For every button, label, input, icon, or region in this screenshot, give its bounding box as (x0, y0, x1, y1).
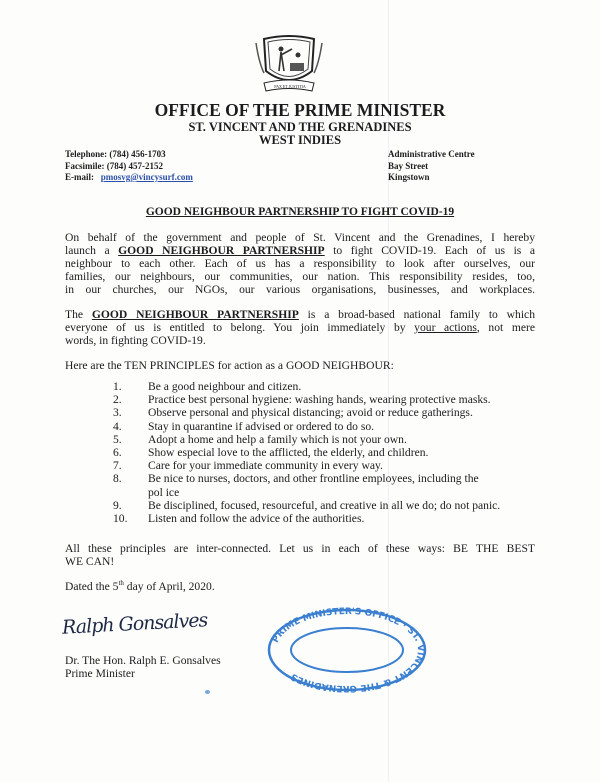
principle-text: Be disciplined, focused, resourceful, and creative in all we do; do not panic. (148, 498, 501, 512)
country-name: ST. VINCENT AND THE GRENADINES (188, 120, 412, 134)
ink-mark (205, 690, 210, 694)
principle-text: Stay in quarantine if advised or ordered to do so. (148, 419, 375, 433)
text-line: words, in fighting COVID-19. (65, 334, 206, 347)
text-line: All these principles are inter-connected. Let us in each of these ways: BE THE BEST (65, 542, 535, 555)
principle-text: Show especial love to the afflicted, the elderly, and children. (148, 446, 429, 459)
date-text: day of April, 2020. (123, 580, 215, 593)
principle-text: Be a good neighbour and citizen. (148, 380, 302, 393)
email-label: E-mail: (65, 172, 94, 182)
text-line: WE CAN! (65, 555, 115, 568)
principle-item-continued (65, 486, 535, 499)
handwritten-signature: Ralph Gonsalves (61, 609, 208, 639)
signatory-name: Dr. The Hon. Ralph E. Gonsalves (65, 654, 221, 667)
signatory-title: Prime Minister (65, 667, 135, 680)
principle-item (65, 433, 535, 446)
telephone: Telephone: (784) 456-1703 (65, 149, 166, 159)
principles-intro: Here are the TEN PRINCIPLES for action as a GOOD NEIGHBOUR: (65, 359, 394, 372)
facsimile: Facsimile: (784) 457-2152 (65, 160, 163, 171)
principle-text: Practice best personal hygiene: washing hands, wearing protective masks. (148, 393, 491, 407)
underlined-text: your actions (414, 321, 477, 334)
principle-number: 4. (113, 419, 122, 433)
text-segment: The (65, 308, 92, 321)
principle-item (65, 380, 535, 393)
text-segment: everyone of us is entitled to belong. You join immediately by (65, 321, 415, 334)
principle-item (65, 406, 535, 419)
address-block (388, 149, 475, 184)
principle-item (65, 459, 535, 472)
closing-paragraph (65, 542, 535, 568)
text-line: in our churches, our NGOs, our various organisations, businesses, and workplaces. (65, 283, 535, 296)
principle-text: Adopt a home and help a family which is not your own. (148, 432, 407, 446)
principle-item (65, 512, 535, 525)
address-line: Kingstown (388, 172, 430, 182)
principle-item (65, 446, 535, 459)
principle-text: Care for your immediate community in every way. (148, 459, 383, 473)
crest-motto: PAX ET JUSTITIA (274, 84, 306, 89)
region-name: WEST INDIES (258, 133, 342, 147)
principle-number: 10. (113, 512, 128, 525)
text-line: On behalf of the government and people of St. Vincent and the Grenadines, I hereby (65, 231, 535, 244)
emphasis: GOOD NEIGHBOUR PARTNERSHIP (118, 244, 325, 257)
principle-item (65, 499, 535, 512)
office-title: OFFICE OF THE PRIME MINISTER (154, 100, 446, 120)
official-stamp (262, 604, 432, 696)
principle-text: Be nice to nurses, doctors, and other frontline employees, including the (148, 472, 479, 486)
text-line: families, our neighbours, our communities, our nation. This responsibility resides, too, (65, 270, 535, 283)
principle-number: 7. (113, 459, 122, 473)
contact-block (65, 149, 193, 184)
address-line: Bay Street (388, 160, 429, 171)
signatory-block (65, 654, 221, 680)
emphasis: GOOD NEIGHBOUR PARTNERSHIP (91, 308, 299, 321)
principle-text: pol ice (148, 485, 180, 499)
paragraph-2 (65, 308, 535, 347)
principle-number: 9. (113, 498, 122, 512)
paragraph-1 (65, 231, 535, 296)
date-text: Dated the 5 (65, 580, 119, 593)
principle-number: 1. (113, 380, 122, 393)
principle-number: 3. (113, 406, 122, 420)
date-suffix: th (118, 579, 124, 588)
principle-text: Observe personal and physical distancing; avoid or reduce gatherings. (148, 406, 473, 420)
text-segment: is a broad-based national family to which (298, 308, 535, 321)
text-segment: to fight COVID-19. Each of us is a (324, 244, 535, 257)
principle-number: 5. (113, 432, 122, 446)
text-line: neighbour to each other. Each of us has a responsibility to look after ourselves, our (65, 257, 535, 270)
address-line: Administrative Centre (388, 149, 475, 159)
date-line (65, 580, 535, 593)
document-title: GOOD NEIGHBOUR PARTNERSHIP TO FIGHT COVID-19 (145, 206, 455, 218)
text-segment: launch a (65, 244, 119, 257)
principle-item (65, 393, 535, 406)
principle-text: Listen and follow the advice of the authorities. (148, 512, 365, 525)
principles-list (65, 380, 535, 530)
stamp-text: PRIME MINISTER'S OFFICE · ST. VINCENT & THE GRENADINES (270, 606, 426, 694)
principle-item (65, 472, 535, 485)
email-link[interactable]: pmosvg@vincysurf.com (100, 172, 193, 182)
principle-number: 8. (113, 472, 122, 486)
principle-number: 6. (113, 446, 122, 459)
principle-number: 2. (113, 393, 122, 407)
principle-item (65, 420, 535, 433)
text-segment: , not mere (476, 321, 536, 334)
